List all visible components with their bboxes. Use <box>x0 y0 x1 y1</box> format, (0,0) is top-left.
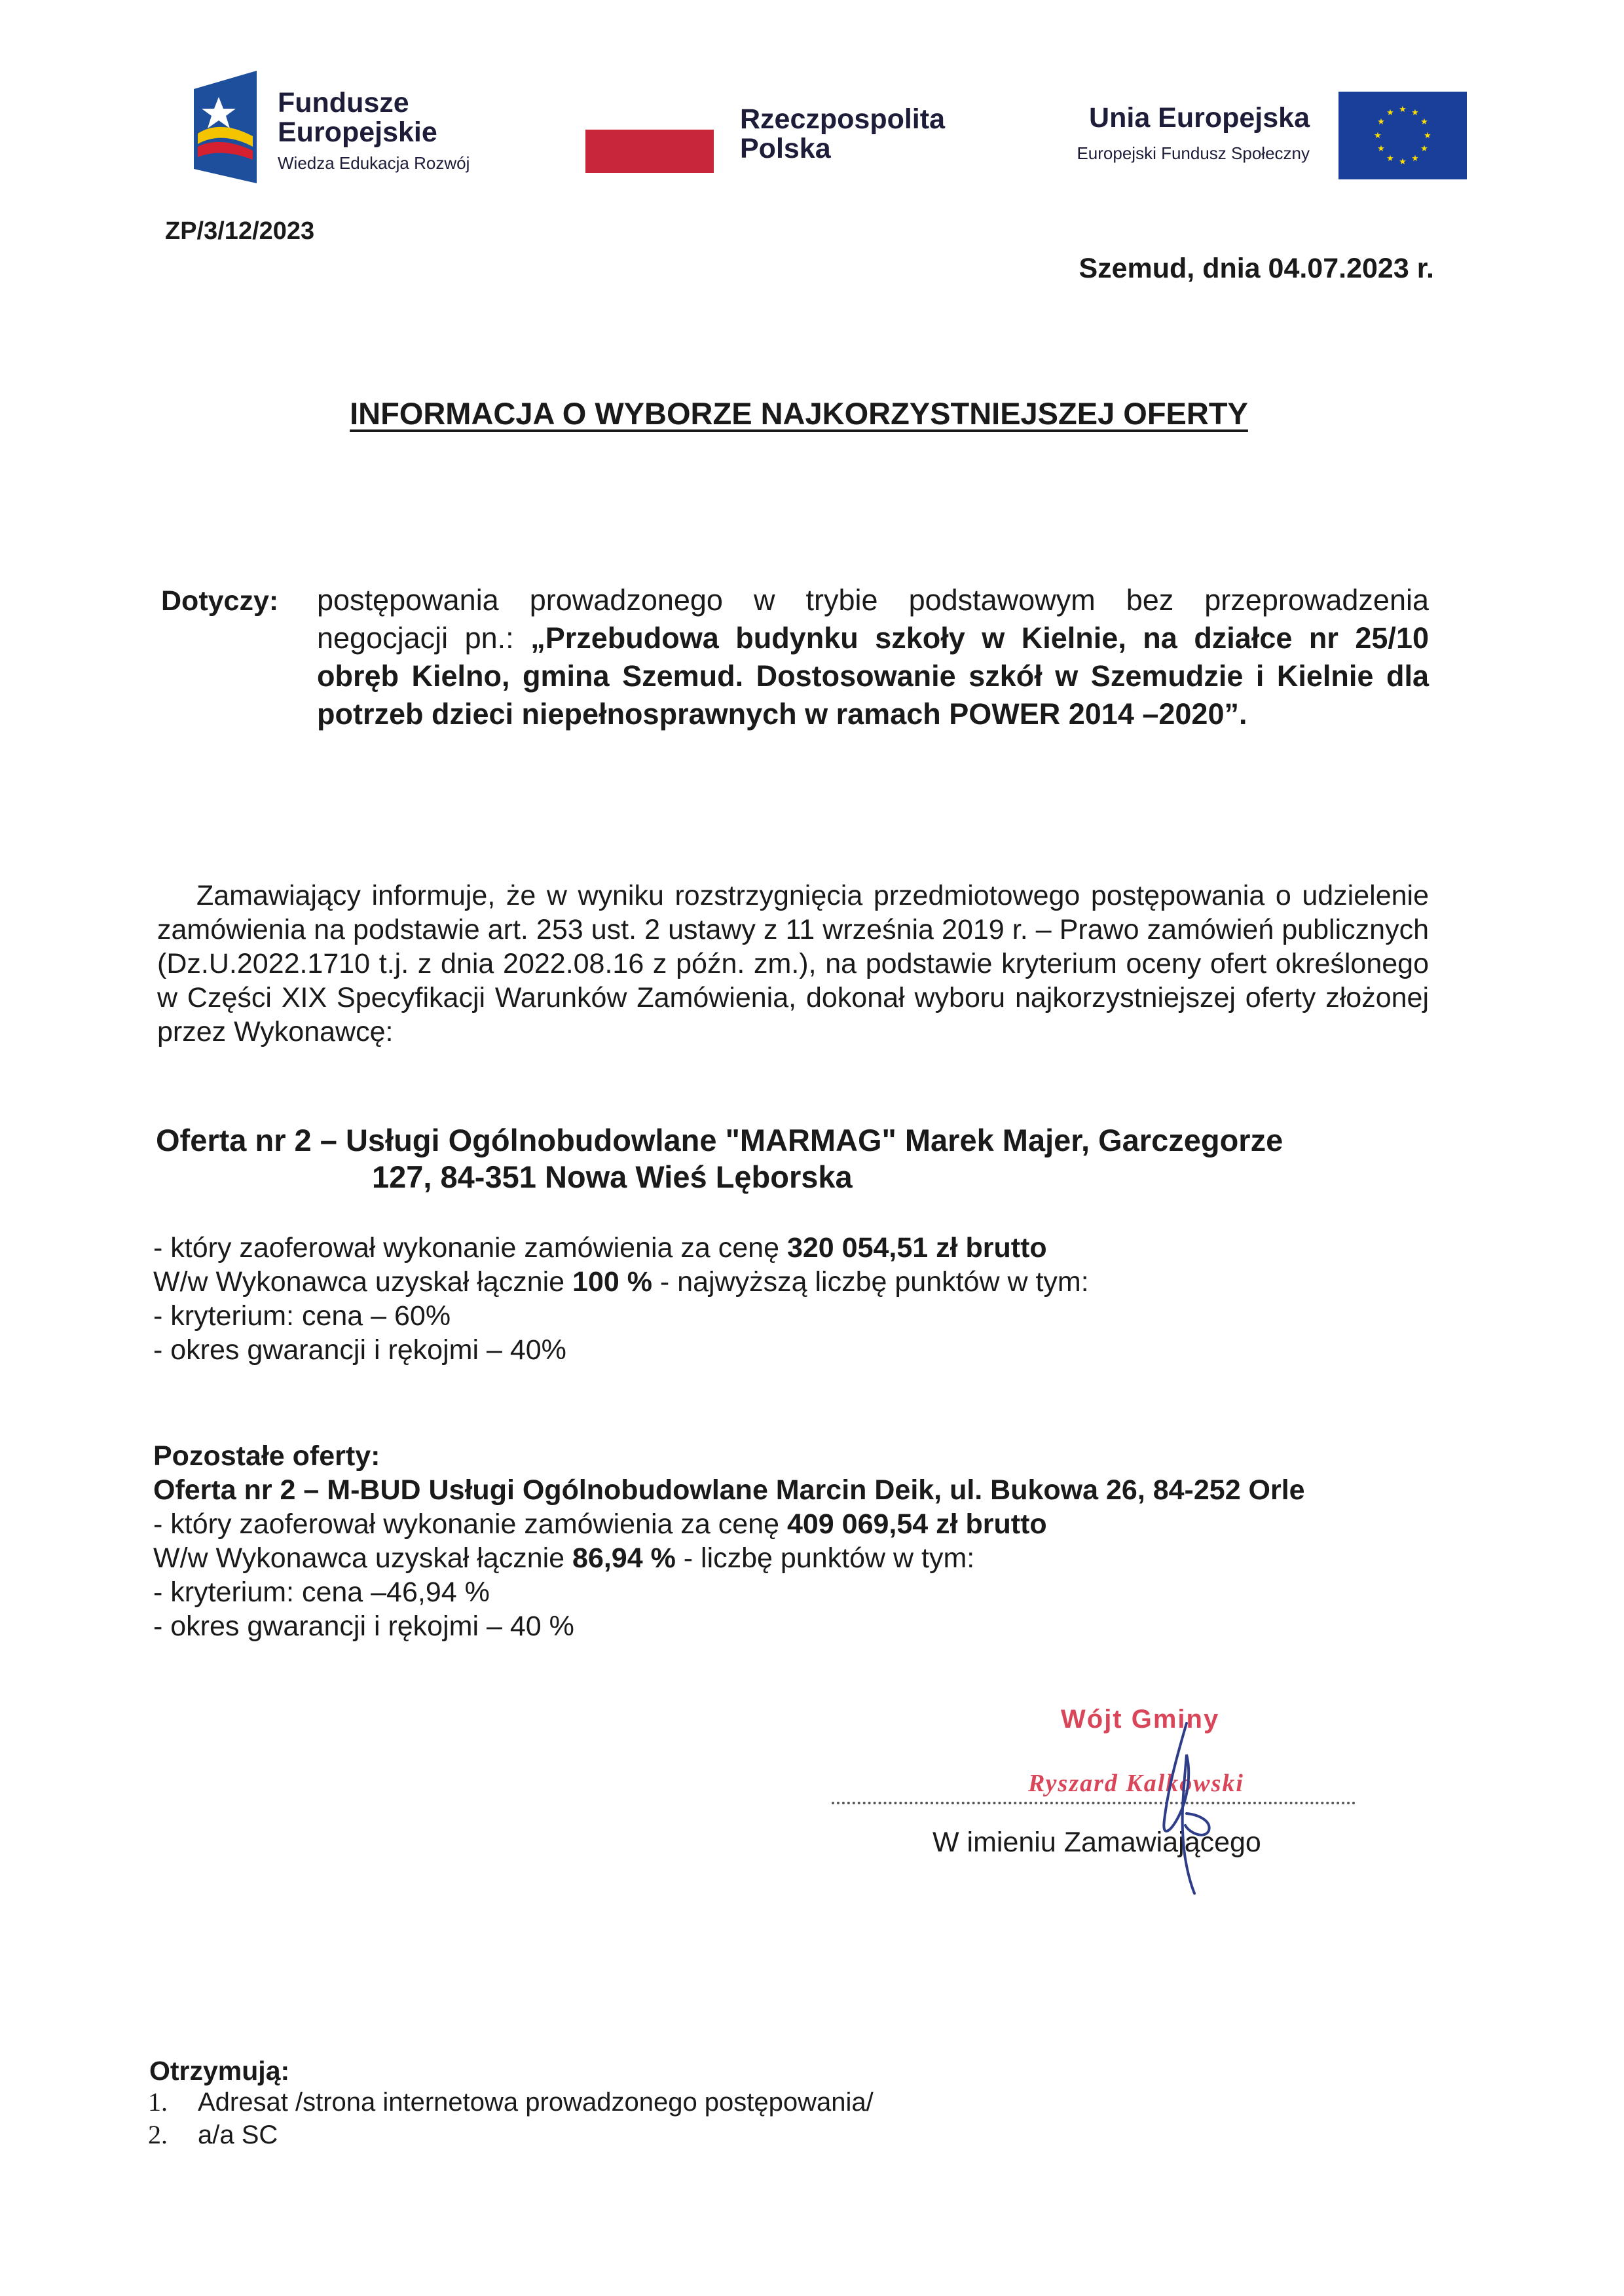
list-item <box>148 2086 874 2119</box>
list-item <box>148 2119 874 2151</box>
other-offer-points-line <box>153 1541 1305 1575</box>
svg-text:★: ★ <box>1420 144 1428 154</box>
stamp-role: Wójt Gminy <box>1061 1705 1220 1734</box>
winning-offer-heading <box>156 1122 1424 1195</box>
other-offers-section <box>153 1439 1305 1643</box>
other-offer-points: 86,94 % <box>572 1542 676 1574</box>
winning-offer-price-line <box>153 1231 1089 1265</box>
list-item-number: 1. <box>148 2087 168 2117</box>
stamp-name: Ryszard Kalkowski <box>1028 1770 1244 1797</box>
fundusze-europejskie-logo-icon <box>194 71 257 183</box>
fe-line2: Europejskie <box>278 117 437 148</box>
fe-line1: Fundusze <box>278 87 409 118</box>
pl-line1: Rzeczpospolita <box>740 103 945 135</box>
fe-line3: Wiedza Edukacja Rozwój <box>278 153 470 173</box>
svg-text:★: ★ <box>1377 144 1385 154</box>
unia-europejska-label <box>1035 102 1310 164</box>
svg-text:★: ★ <box>1374 131 1382 141</box>
subject-bold: „Przebudowa budynku szkoły w Kielnie, na działce nr 25/10 obręb Kielno, gmina Szemud. Dostosowanie szkół w Szemudzie i Kielnie dla potrzeb dzieci niepełnosprawnych w ramach POWER 2014 –2020”. <box>317 621 1429 731</box>
signature-caption: W imieniu Zamawiającego <box>932 1827 1261 1858</box>
svg-text:★: ★ <box>1377 117 1385 127</box>
svg-text:★: ★ <box>1386 108 1394 118</box>
rzeczpospolita-label <box>740 105 945 164</box>
winning-offer-details <box>153 1231 1089 1367</box>
polish-flag-icon <box>585 130 714 173</box>
eu-line2: Europejski Fundusz Społeczny <box>1077 143 1310 163</box>
price-prefix: - który zaoferował wykonanie zamówienia za cenę <box>153 1232 787 1264</box>
other-offer-price-line <box>153 1507 1305 1541</box>
svg-text:★: ★ <box>1424 131 1431 141</box>
winning-criterion-price: - kryterium: cena – 60% <box>153 1300 451 1332</box>
list-item-text: Adresat /strona internetowa prowadzonego postępowania/ <box>198 2088 874 2117</box>
fundusze-europejskie-label <box>278 89 470 172</box>
handwritten-signature-icon <box>1126 1715 1257 1899</box>
subject-body <box>317 581 1429 733</box>
other-offer-price: 409 069,54 zł brutto <box>786 1508 1047 1540</box>
price-prefix: - który zaoferował wykonanie zamówienia za cenę <box>153 1508 787 1540</box>
winning-offer-line1: Oferta nr 2 – Usługi Ogólnobudowlane "MARMAG" Marek Majer, Garczegorze <box>156 1123 1283 1157</box>
pl-line2: Polska <box>740 133 831 165</box>
other-offer-line1: Oferta nr 2 – M-BUD Usługi Ogólnobudowlane Marcin Deik, ul. Bukowa 26, 84-252 Orle <box>153 1474 1305 1506</box>
svg-text:★: ★ <box>1420 117 1428 127</box>
eu-line1: Unia Europejska <box>1089 102 1310 134</box>
svg-text:★: ★ <box>1411 108 1419 118</box>
list-item-number: 2. <box>148 2120 168 2149</box>
points-suffix: - najwyższą liczbę punktów w tym: <box>652 1266 1089 1298</box>
list-item-text: a/a SC <box>198 2121 278 2149</box>
winning-criterion-warranty: - okres gwarancji i rękojmi – 40% <box>153 1334 566 1366</box>
svg-text:★: ★ <box>1399 157 1407 167</box>
svg-text:★: ★ <box>1386 154 1394 164</box>
winning-offer-points-line <box>153 1265 1089 1299</box>
other-offers-heading: Pozostałe oferty: <box>153 1440 380 1472</box>
points-prefix: W/w Wykonawca uzyskał łącznie <box>153 1266 573 1298</box>
points-prefix: W/w Wykonawca uzyskał łącznie <box>153 1542 573 1574</box>
document-title: INFORMACJA O WYBORZE NAJKORZYSTNIEJSZEJ OFERTY <box>350 396 1248 431</box>
reference-number: ZP/3/12/2023 <box>165 217 315 245</box>
signature-dotted-line <box>832 1795 1356 1804</box>
svg-text:★: ★ <box>1411 154 1419 164</box>
date-line: Szemud, dnia 04.07.2023 r. <box>1079 253 1434 284</box>
other-criterion-warranty: - okres gwarancji i rękojmi – 40 % <box>153 1611 574 1642</box>
svg-text:★: ★ <box>1399 105 1407 115</box>
winning-offer-price: 320 054,51 zł brutto <box>786 1232 1047 1264</box>
eu-flag-icon <box>1338 92 1467 179</box>
subject-plain: postępowania prowadzonego w trybie podstawowym bez przeprowadzenia negocjacji pn.: <box>317 583 1429 655</box>
recipients-heading: Otrzymują: <box>149 2056 290 2086</box>
subject-label: Dotyczy: <box>161 585 279 617</box>
winning-offer-line2: 127, 84-351 Nowa Wieś Lęborska <box>372 1159 853 1194</box>
other-criterion-price: - kryterium: cena –46,94 % <box>153 1576 490 1608</box>
points-suffix: - liczbę punktów w tym: <box>675 1542 975 1574</box>
information-paragraph: Zamawiający informuje, że w wyniku rozstrzygnięcia przedmiotowego postępowania o udzielenie zamówienia na podstawie art. 253 ust. 2 ustawy z 11 września 2019 r. – Prawo zamówień publicznych (Dz.U.2022.1710 t.j. z dnia 2022.08.16 z późn. zm.), na podstawie kryterium oceny ofert określonego w Części XIX Specyfikacji Warunków Zamówienia, dokonał wyboru najkorzystniejszej oferty złożonej przez Wykonawcę: <box>157 880 1429 1048</box>
recipients-list <box>148 2086 874 2151</box>
winning-offer-points: 100 % <box>572 1266 652 1298</box>
